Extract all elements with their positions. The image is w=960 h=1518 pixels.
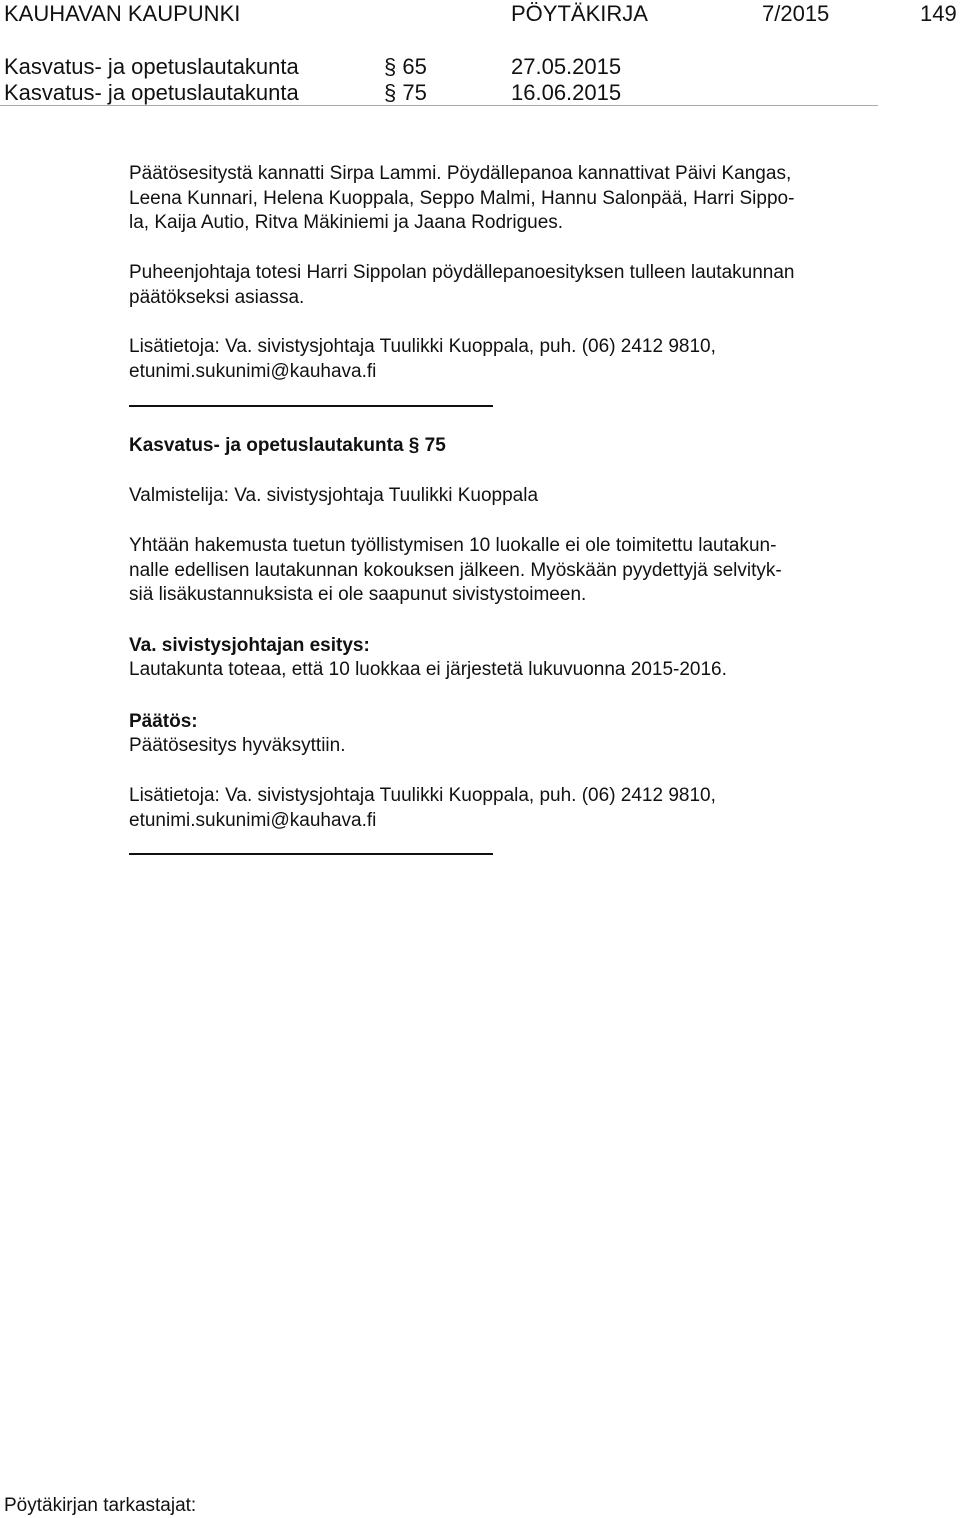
reference-body: Kasvatus- ja opetuslautakunta: [4, 54, 299, 79]
reference-date: 27.05.2015: [511, 54, 622, 79]
document-number: 7/2015: [762, 1, 830, 26]
contact-email: etunimi.sukunimi@kauhava.fi: [129, 809, 377, 831]
organization-name: KAUHAVAN KAUPUNKI: [4, 1, 241, 26]
contact-line: Lisätietoja: Va. sivistysjohtaja Tuulikki Kuoppala, puh. (06) 2412 9810,: [129, 336, 716, 357]
proposal-label: Va. sivistysjohtajan esitys:: [129, 635, 370, 656]
chair-paragraph: [129, 261, 877, 310]
paragraph-line: Päätösesitystä kannatti Sirpa Lammi. Pöydällepanoa kannattivat Päivi Kangas,: [129, 163, 792, 184]
section-heading: Kasvatus- ja opetuslautakunta § 75: [129, 435, 446, 456]
paragraph-line: Leena Kunnari, Helena Kuoppala, Seppo Malmi, Hannu Salonpää, Harri Sippo-: [129, 187, 795, 209]
contact-email: etunimi.sukunimi@kauhava.fi: [129, 360, 377, 382]
body-paragraph: [129, 534, 877, 608]
paragraph-line: la, Kaija Autio, Ritva Mäkiniemi ja Jaana Rodrigues.: [129, 212, 564, 233]
paragraph-line: nalle edellisen lautakunnan kokouksen jälkeen. Myöskään pyydettyjä selvityk-: [129, 559, 782, 581]
contact-info: [129, 335, 877, 384]
paragraph-line: Yhtään hakemusta tuetun työllistymisen 10 luokalle ei ole toimitettu lautakun-: [129, 535, 777, 556]
section-separator: [129, 853, 493, 855]
proposal-text: Lautakunta toteaa, että 10 luokkaa ei järjestetä lukuvuonna 2015-2016.: [129, 659, 727, 680]
support-paragraph: [129, 162, 877, 236]
paragraph-line: päätökseksi asiassa.: [129, 286, 305, 308]
document-type: PÖYTÄKIRJA: [511, 1, 648, 26]
preparer-line: Valmistelija: Va. sivistysjohtaja Tuulikki Kuoppala: [129, 485, 539, 506]
reference-body: Kasvatus- ja opetuslautakunta: [4, 80, 299, 105]
section-separator: [129, 405, 493, 407]
page-number: 149: [920, 1, 957, 26]
contact-line: Lisätietoja: Va. sivistysjohtaja Tuulikki Kuoppala, puh. (06) 2412 9810,: [129, 785, 716, 806]
reference-date: 16.06.2015: [511, 80, 622, 105]
decision-text: Päätösesitys hyväksyttiin.: [129, 735, 346, 756]
paragraph-line: Puheenjohtaja totesi Harri Sippolan pöydällepanoesityksen tulleen lautakunnan: [129, 262, 795, 283]
header-divider: [0, 105, 878, 106]
contact-info: [129, 784, 877, 833]
reference-section: § 65: [384, 54, 427, 79]
footer-inspectors-label: Pöytäkirjan tarkastajat:: [4, 1495, 197, 1516]
paragraph-line: siä lisäkustannuksista ei ole saapunut sivistystoimeen.: [129, 584, 587, 605]
decision-label: Päätös:: [129, 711, 198, 732]
reference-section: § 75: [384, 80, 427, 105]
